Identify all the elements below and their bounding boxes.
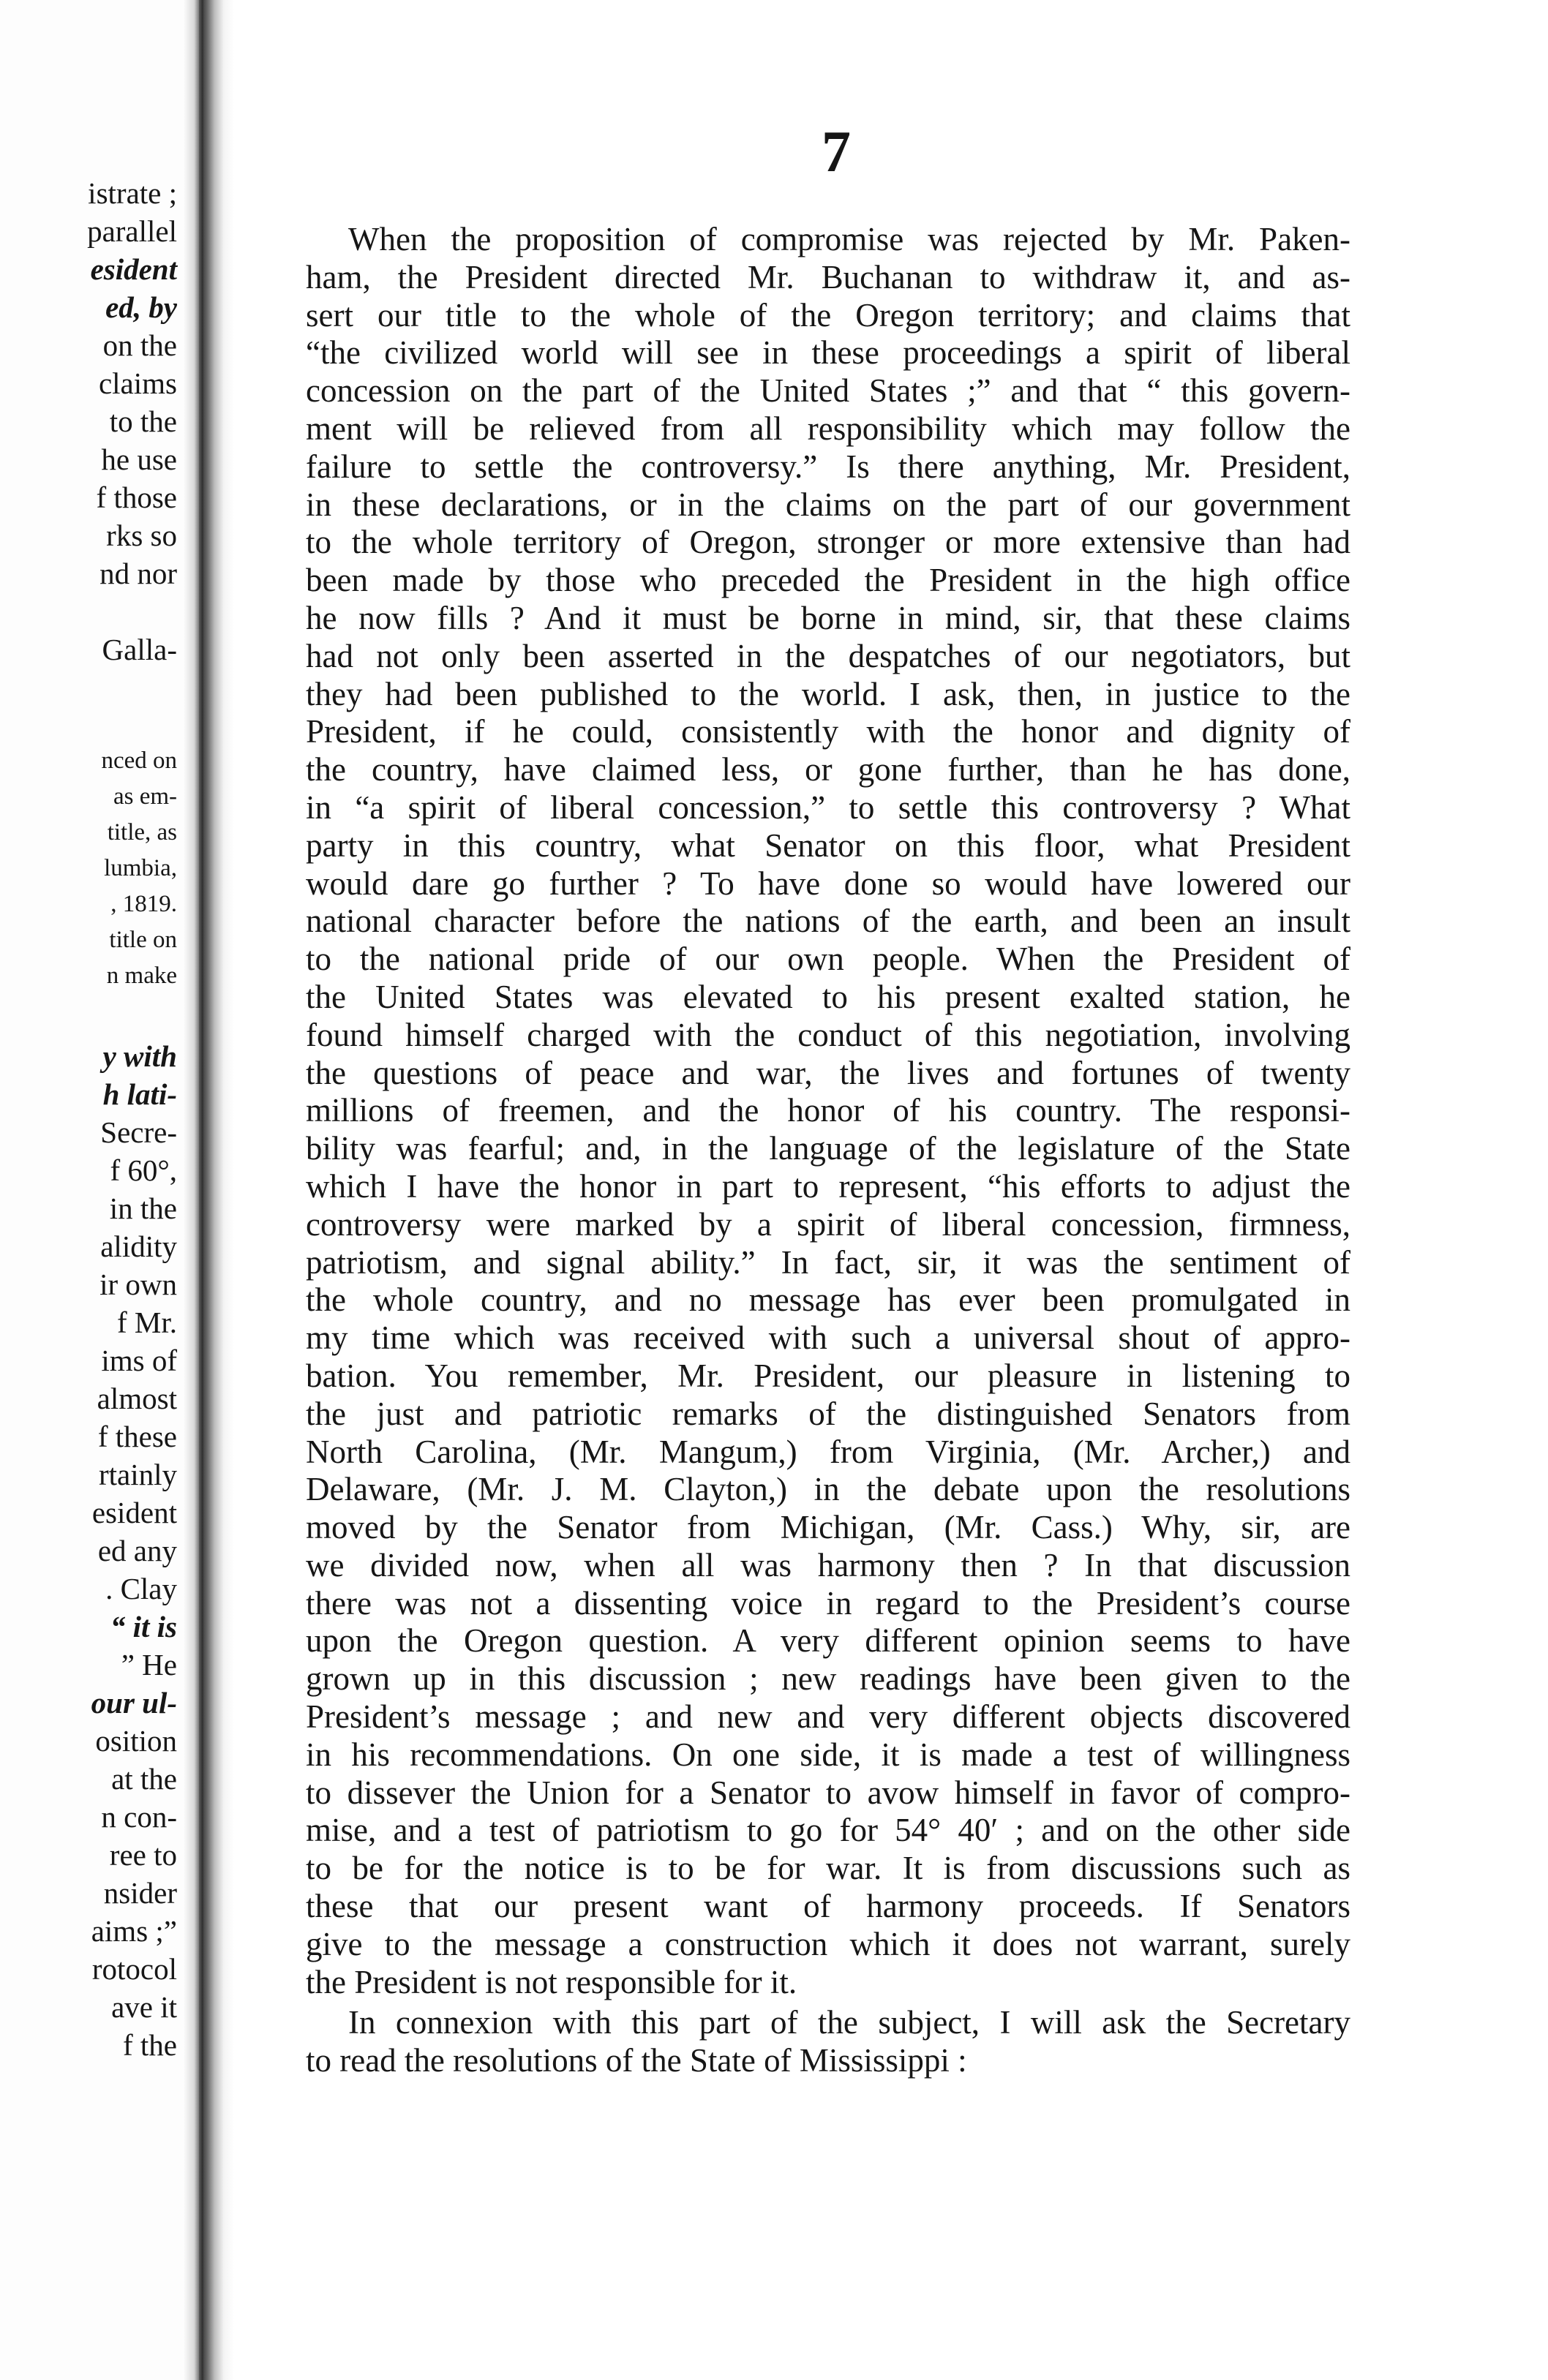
- text-line: they had been published to the world. I ask, then, in justice to the: [306, 675, 1350, 712]
- text-line: bation. You remember, Mr. President, our pleasure in listening to: [306, 1357, 1350, 1394]
- text-line: to be for the notice is to be for war. It is from discussions such as: [306, 1850, 1350, 1887]
- book-page: [234, 0, 1548, 2380]
- text-line: concession on the part of the United States ;” and that “ this govern-: [306, 372, 1350, 410]
- text-line: In connexion with this part of the subject, I will ask the Secretary: [348, 2004, 1350, 2041]
- facing-line: Secre-: [100, 1115, 177, 1149]
- text-line: in these declarations, or in the claims on the part of our government: [306, 486, 1350, 523]
- text-line: the United States was elevated to his present exalted station, he: [306, 978, 1350, 1015]
- text-line: my time which was received with such a universal shout of appro-: [306, 1319, 1350, 1357]
- facing-line: as em-: [113, 783, 177, 810]
- text-line: moved by the Senator from Michigan, (Mr. Cass.) Why, sir, are: [306, 1509, 1350, 1546]
- text-line: the President is not responsible for it.: [306, 1963, 797, 2000]
- text-line: the country, have claimed less, or gone further, than he has done,: [306, 751, 1350, 788]
- text-line: President, if he could, consistently with the honor and dignity of: [306, 713, 1350, 750]
- facing-line: alidity: [100, 1229, 177, 1263]
- gutter-shadow-line: [199, 0, 203, 2380]
- facing-line: y with: [102, 1039, 177, 1073]
- text-line: the questions of peace and war, the lives and fortunes of twenty: [306, 1054, 1350, 1091]
- facing-line: f these: [97, 1420, 177, 1453]
- text-line: patriotism, and signal ability.” In fact, sir, it was the sentiment of: [306, 1243, 1350, 1281]
- text-line: in his recommendations. On one side, it is made a test of willingness: [306, 1736, 1350, 1773]
- text-line: Delaware, (Mr. J. M. Clayton,) in the debate upon the resolutions: [306, 1471, 1350, 1508]
- facing-line: to the: [109, 404, 177, 438]
- text-line: give to the message a construction which it does not warrant, surely: [306, 1925, 1350, 1962]
- binding-gutter: [183, 0, 234, 2380]
- facing-line: istrate ;: [88, 176, 177, 210]
- facing-line: ave it: [111, 1990, 177, 2024]
- facing-line: almost: [97, 1382, 177, 1415]
- facing-line: h lati-: [102, 1077, 177, 1111]
- facing-line: ” He: [121, 1648, 177, 1682]
- facing-line: “ it is: [110, 1610, 177, 1643]
- text-line: North Carolina, (Mr. Mangum,) from Virginia, (Mr. Archer,) and: [306, 1433, 1350, 1470]
- text-line: President’s message ; and new and very different objects discovered: [306, 1698, 1350, 1736]
- facing-line: title, as: [107, 819, 177, 846]
- text-line: ment will be relieved from all responsibility which may follow the: [306, 410, 1350, 447]
- text-line: the just and patriotic remarks of the distinguished Senators from: [306, 1395, 1350, 1432]
- text-line: grown up in this discussion ; new readings have been given to the: [306, 1660, 1350, 1698]
- text-line: bility was fearful; and, in the language of the legislature of the State: [306, 1130, 1350, 1167]
- facing-line: f 60°,: [110, 1153, 177, 1187]
- facing-line: f those: [96, 481, 177, 514]
- text-line: millions of freemen, and the honor of his country. The responsi-: [306, 1092, 1350, 1129]
- facing-line: f the: [123, 2028, 177, 2062]
- text-line: ham, the President directed Mr. Buchanan to withdraw it, and as-: [306, 258, 1350, 295]
- text-line: When the proposition of compromise was rejected by Mr. Paken-: [348, 221, 1350, 257]
- facing-line: ed any: [97, 1534, 177, 1567]
- facing-line: rotocol: [91, 1952, 177, 1986]
- text-line: controversy were marked by a spirit of liberal concession, firmness,: [306, 1205, 1350, 1243]
- text-line: to the national pride of our own people. When the President of: [306, 941, 1350, 978]
- text-line: to dissever the Union for a Senator to avow himself in favor of compro-: [306, 1774, 1350, 1811]
- facing-line: osition: [95, 1724, 177, 1758]
- text-line: in “a spirit of liberal concession,” to settle this controversy ? What: [306, 788, 1350, 826]
- facing-line: nsider: [103, 1876, 177, 1910]
- facing-line: lumbia,: [104, 855, 177, 881]
- facing-line: esident: [90, 252, 177, 286]
- facing-line: title on: [109, 927, 177, 953]
- facing-line: ir own: [99, 1268, 177, 1301]
- text-line: the whole country, and no message has ever been promulgated in: [306, 1281, 1350, 1319]
- facing-line: ed, by: [105, 290, 177, 324]
- facing-line: n make: [106, 963, 177, 989]
- text-line: to read the resolutions of the State of Mississippi :: [306, 2042, 967, 2079]
- facing-line: Galla-: [102, 633, 177, 666]
- facing-line: . Clay: [105, 1572, 177, 1605]
- text-line: failure to settle the controversy.” Is there anything, Mr. President,: [306, 448, 1350, 485]
- text-line: which I have the honor in part to represent, “his efforts to adjust the: [306, 1167, 1350, 1205]
- text-line: been made by those who preceded the President in the high office: [306, 562, 1350, 599]
- text-line: we divided now, when all was harmony then ? In that discussion: [306, 1546, 1350, 1583]
- facing-line: on the: [102, 328, 177, 362]
- text-line: found himself charged with the conduct of this negotiation, involving: [306, 1016, 1350, 1053]
- facing-line: nd nor: [99, 557, 177, 590]
- facing-line: our ul-: [91, 1686, 177, 1720]
- facing-line: n con-: [101, 1800, 177, 1834]
- body-text: [306, 221, 1350, 2080]
- facing-line: nced on: [101, 747, 177, 774]
- facing-line: in the: [109, 1191, 177, 1225]
- facing-line: ims of: [101, 1344, 177, 1377]
- facing-line: f Mr.: [117, 1306, 177, 1339]
- text-line: to the whole territory of Oregon, stronger or more extensive than had: [306, 524, 1350, 561]
- page-number: 7: [822, 120, 851, 184]
- text-line: “the civilized world will see in these proceedings a spirit of liberal: [306, 334, 1350, 372]
- facing-line: esident: [91, 1496, 177, 1529]
- text-line: had not only been asserted in the despatches of our negotiators, but: [306, 637, 1350, 674]
- text-line: there was not a dissenting voice in regard to the President’s course: [306, 1584, 1350, 1622]
- facing-line: he use: [101, 443, 177, 476]
- facing-line: , 1819.: [110, 891, 177, 917]
- facing-page-fragment: [0, 0, 183, 2380]
- facing-line: at the: [111, 1762, 177, 1796]
- facing-line: claims: [98, 366, 177, 400]
- text-line: upon the Oregon question. A very different opinion seems to have: [306, 1622, 1350, 1660]
- text-line: party in this country, what Senator on this floor, what President: [306, 826, 1350, 864]
- facing-line: parallel: [87, 214, 177, 248]
- text-line: national character before the nations of the earth, and been an insult: [306, 903, 1350, 940]
- facing-line: ree to: [109, 1838, 177, 1872]
- text-line: he now fills ? And it must be borne in mind, sir, that these claims: [306, 599, 1350, 636]
- text-line: sert our title to the whole of the Oregon territory; and claims that: [306, 296, 1350, 334]
- facing-line: rks so: [106, 519, 177, 552]
- text-line: mise, and a test of patriotism to go for 54° 40′ ; and on the other side: [306, 1812, 1350, 1849]
- text-line: would dare go further ? To have done so would have lowered our: [306, 865, 1350, 902]
- facing-line: aims ;”: [91, 1914, 177, 1948]
- facing-line: rtainly: [98, 1458, 177, 1491]
- text-line: these that our present want of harmony proceeds. If Senators: [306, 1888, 1350, 1925]
